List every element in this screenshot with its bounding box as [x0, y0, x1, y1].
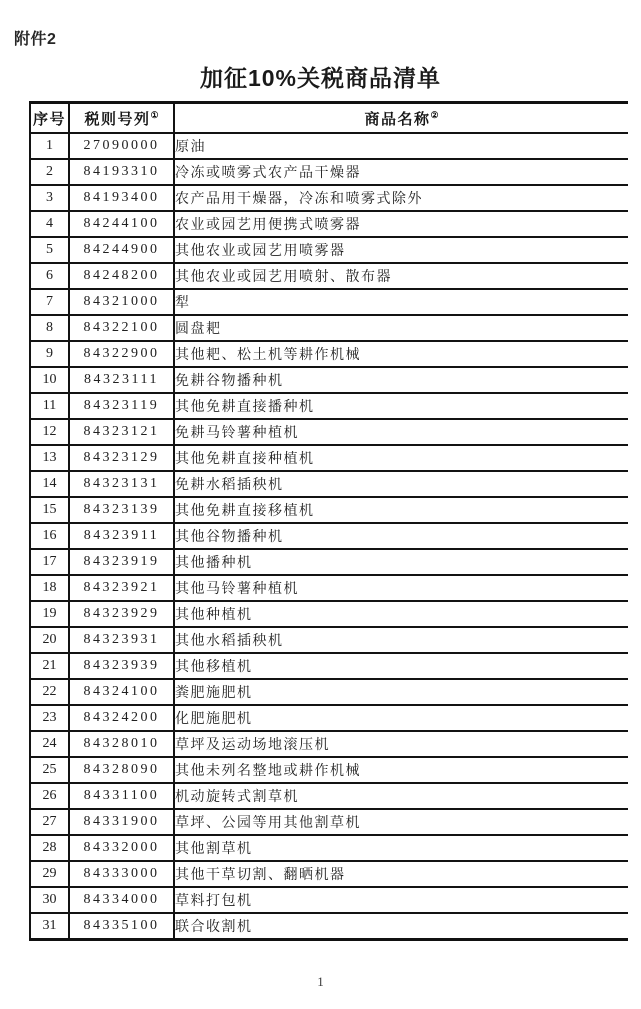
cell-serial-number: 10 [30, 367, 69, 393]
tariff-table [29, 101, 628, 941]
cell-serial-number: 21 [30, 653, 69, 679]
header-label-serial: 序号 [32, 111, 66, 128]
cell-product-name: 其他割草机 [174, 835, 628, 861]
cell-tariff-code: 84323121 [69, 419, 174, 445]
cell-serial-number: 1 [30, 133, 69, 159]
cell-tariff-code: 84248200 [69, 263, 174, 289]
cell-product-name: 免耕谷物播种机 [174, 367, 628, 393]
cell-serial-number: 14 [30, 471, 69, 497]
cell-tariff-code: 84324200 [69, 705, 174, 731]
cell-product-name: 其他未列名整地或耕作机械 [174, 757, 628, 783]
table-row [30, 445, 628, 471]
cell-serial-number: 26 [30, 783, 69, 809]
cell-tariff-code: 84323919 [69, 549, 174, 575]
cell-tariff-code: 84244900 [69, 237, 174, 263]
cell-product-name: 草料打包机 [174, 887, 628, 913]
cell-tariff-code: 84323929 [69, 601, 174, 627]
header-superscript-tariff-code: ① [150, 109, 159, 120]
table-row [30, 705, 628, 731]
cell-tariff-code: 84322100 [69, 315, 174, 341]
cell-product-name: 其他马铃薯种植机 [174, 575, 628, 601]
cell-tariff-code: 84321000 [69, 289, 174, 315]
cell-tariff-code: 84323111 [69, 367, 174, 393]
table-row [30, 861, 628, 887]
table-header-row [30, 103, 628, 134]
cell-serial-number: 17 [30, 549, 69, 575]
cell-product-name: 联合收割机 [174, 913, 628, 940]
cell-product-name: 其他水稻插秧机 [174, 627, 628, 653]
cell-product-name: 其他免耕直接播种机 [174, 393, 628, 419]
table-row [30, 159, 628, 185]
header-cell-serial [30, 103, 69, 134]
table-row [30, 419, 628, 445]
cell-tariff-code: 84323921 [69, 575, 174, 601]
cell-tariff-code: 84324100 [69, 679, 174, 705]
header-cell-product-name [174, 103, 628, 134]
cell-product-name: 其他农业或园艺用喷射、散布器 [174, 263, 628, 289]
cell-tariff-code: 84328090 [69, 757, 174, 783]
cell-serial-number: 2 [30, 159, 69, 185]
table-row [30, 471, 628, 497]
cell-product-name: 其他免耕直接种植机 [174, 445, 628, 471]
cell-product-name: 其他农业或园艺用喷雾器 [174, 237, 628, 263]
cell-serial-number: 27 [30, 809, 69, 835]
table-row [30, 653, 628, 679]
cell-serial-number: 28 [30, 835, 69, 861]
cell-serial-number: 11 [30, 393, 69, 419]
table-row [30, 263, 628, 289]
cell-tariff-code: 84333000 [69, 861, 174, 887]
cell-product-name: 其他免耕直接移植机 [174, 497, 628, 523]
cell-serial-number: 30 [30, 887, 69, 913]
cell-product-name: 免耕马铃薯种植机 [174, 419, 628, 445]
cell-serial-number: 3 [30, 185, 69, 211]
cell-product-name: 其他播种机 [174, 549, 628, 575]
cell-product-name: 圆盘耙 [174, 315, 628, 341]
cell-tariff-code: 84331900 [69, 809, 174, 835]
table-row [30, 497, 628, 523]
table-row [30, 367, 628, 393]
cell-serial-number: 22 [30, 679, 69, 705]
cell-product-name: 草坪及运动场地滚压机 [174, 731, 628, 757]
table-row [30, 393, 628, 419]
cell-product-name: 原油 [174, 133, 628, 159]
table-row [30, 627, 628, 653]
table-row [30, 523, 628, 549]
table-row [30, 341, 628, 367]
cell-tariff-code: 84323129 [69, 445, 174, 471]
cell-product-name: 其他移植机 [174, 653, 628, 679]
cell-product-name: 草坪、公园等用其他割草机 [174, 809, 628, 835]
header-label-tariff-code: 税则号列 [84, 111, 151, 128]
cell-serial-number: 25 [30, 757, 69, 783]
table-row [30, 549, 628, 575]
cell-tariff-code: 27090000 [69, 133, 174, 159]
cell-tariff-code: 84323931 [69, 627, 174, 653]
table-body [30, 133, 628, 940]
table-row [30, 835, 628, 861]
cell-tariff-code: 84244100 [69, 211, 174, 237]
cell-serial-number: 8 [30, 315, 69, 341]
table-row [30, 237, 628, 263]
table-row [30, 211, 628, 237]
table-row [30, 679, 628, 705]
cell-product-name: 机动旋转式割草机 [174, 783, 628, 809]
cell-tariff-code: 84323939 [69, 653, 174, 679]
cell-product-name: 其他谷物播种机 [174, 523, 628, 549]
cell-tariff-code: 84335100 [69, 913, 174, 940]
table-row [30, 133, 628, 159]
cell-product-name: 免耕水稻插秧机 [174, 471, 628, 497]
cell-serial-number: 9 [30, 341, 69, 367]
table-row [30, 315, 628, 341]
cell-tariff-code: 84323911 [69, 523, 174, 549]
table-row [30, 289, 628, 315]
cell-serial-number: 7 [30, 289, 69, 315]
cell-serial-number: 15 [30, 497, 69, 523]
table-row [30, 809, 628, 835]
cell-serial-number: 29 [30, 861, 69, 887]
page-number: 1 [317, 974, 324, 989]
header-cell-tariff-code [69, 103, 174, 134]
cell-serial-number: 24 [30, 731, 69, 757]
header-label-product-name: 商品名称 [364, 111, 431, 128]
cell-serial-number: 18 [30, 575, 69, 601]
cell-serial-number: 12 [30, 419, 69, 445]
cell-product-name: 粪肥施肥机 [174, 679, 628, 705]
cell-serial-number: 4 [30, 211, 69, 237]
cell-tariff-code: 84328010 [69, 731, 174, 757]
cell-tariff-code: 84193400 [69, 185, 174, 211]
table-row [30, 731, 628, 757]
table-row [30, 783, 628, 809]
table-row [30, 757, 628, 783]
cell-serial-number: 5 [30, 237, 69, 263]
cell-tariff-code: 84323139 [69, 497, 174, 523]
table-row [30, 185, 628, 211]
page-title: 加征10%关税商品清单 [199, 65, 442, 91]
cell-tariff-code: 84322900 [69, 341, 174, 367]
cell-product-name: 化肥施肥机 [174, 705, 628, 731]
cell-serial-number: 16 [30, 523, 69, 549]
table-row [30, 601, 628, 627]
table-row [30, 887, 628, 913]
cell-serial-number: 20 [30, 627, 69, 653]
cell-product-name: 犁 [174, 289, 628, 315]
cell-tariff-code: 84334000 [69, 887, 174, 913]
table-row [30, 913, 628, 940]
cell-tariff-code: 84323119 [69, 393, 174, 419]
cell-serial-number: 31 [30, 913, 69, 940]
cell-product-name: 农产品用干燥器，冷冻和喷雾式除外 [174, 185, 628, 211]
cell-tariff-code: 84332000 [69, 835, 174, 861]
attachment-label: 附件2 [14, 31, 57, 48]
cell-tariff-code: 84323131 [69, 471, 174, 497]
cell-serial-number: 6 [30, 263, 69, 289]
table-row [30, 575, 628, 601]
cell-product-name: 其他耙、松土机等耕作机械 [174, 341, 628, 367]
cell-product-name: 其他种植机 [174, 601, 628, 627]
cell-tariff-code: 84331100 [69, 783, 174, 809]
cell-product-name: 其他干草切割、翻晒机器 [174, 861, 628, 887]
cell-tariff-code: 84193310 [69, 159, 174, 185]
cell-serial-number: 19 [30, 601, 69, 627]
cell-serial-number: 23 [30, 705, 69, 731]
header-superscript-product-name: ② [430, 109, 439, 120]
cell-product-name: 冷冻或喷雾式农产品干燥器 [174, 159, 628, 185]
cell-product-name: 农业或园艺用便携式喷雾器 [174, 211, 628, 237]
cell-serial-number: 13 [30, 445, 69, 471]
